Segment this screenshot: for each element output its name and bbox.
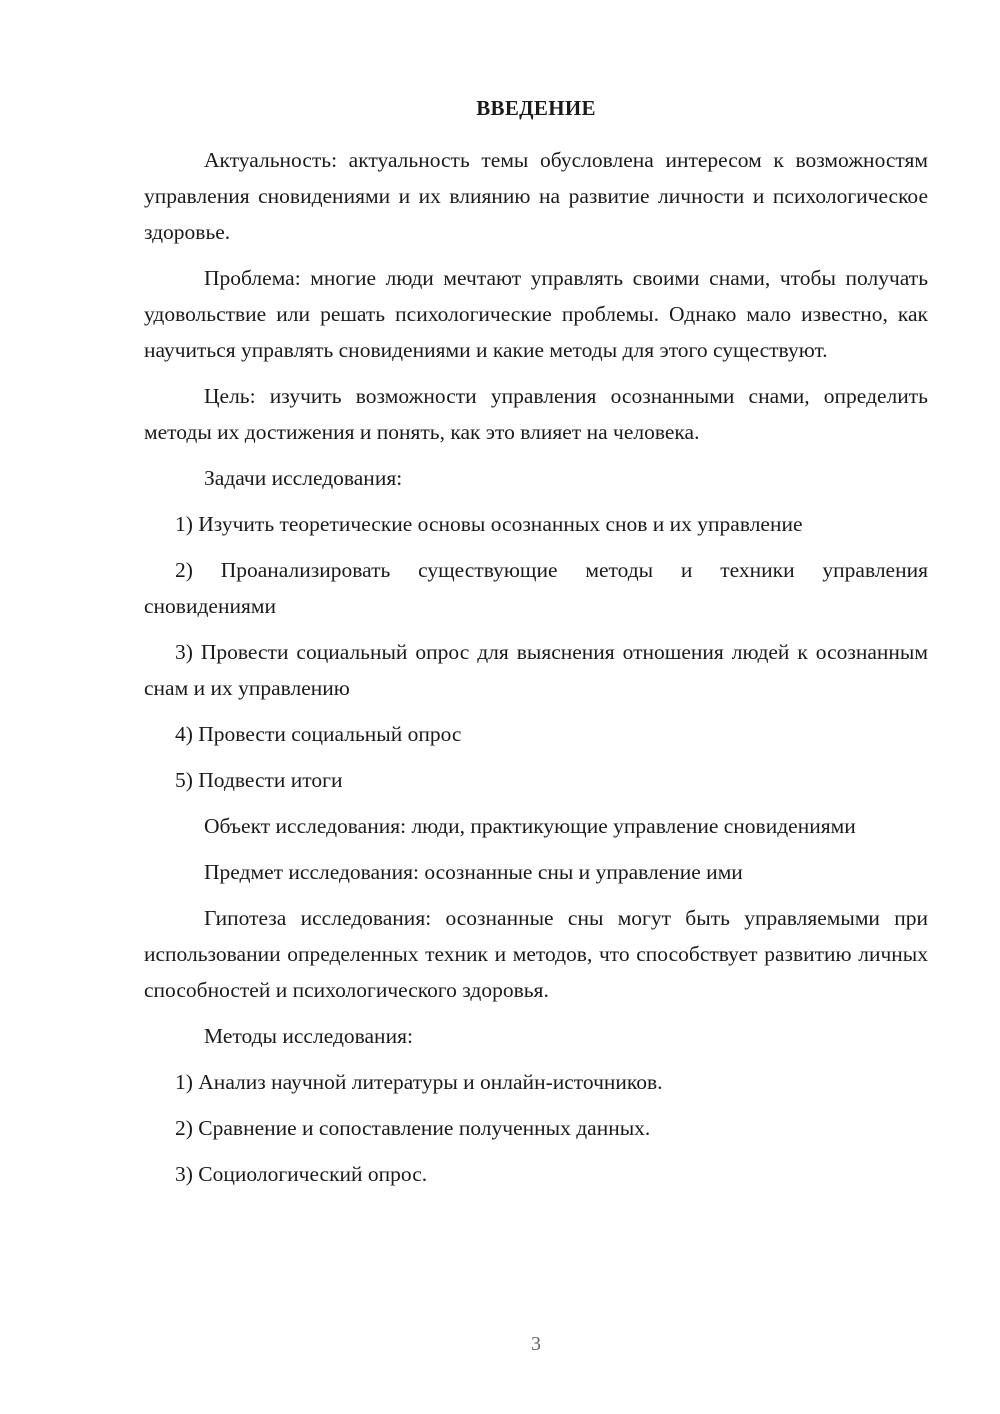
method-item-1: 1) Анализ научной литературы и онлайн-источников.: [175, 1070, 663, 1094]
document-body: [144, 142, 928, 1202]
task-item-4: 4) Провести социальный опрос: [175, 722, 462, 746]
methods-heading: Методы исследования:: [204, 1024, 413, 1048]
goal-paragraph: Цель: изучить возможности управления осознанными снами, определить методы их достижения и понять, как это влияет на человека.: [144, 384, 928, 444]
task-item-3: 3) Провести социальный опрос для выяснения отношения людей к осознанным снам и их управлению: [144, 640, 928, 700]
tasks-heading: Задачи исследования:: [204, 466, 403, 490]
page-title: ВВЕДЕНИЕ: [476, 96, 596, 120]
relevance-paragraph: Актуальность: актуальность темы обусловлена интересом к возможностям управления сновидениями и их влиянию на развитие личности и психологическое здоровье.: [144, 148, 928, 244]
page-number: 3: [531, 1333, 541, 1355]
method-item-2: 2) Сравнение и сопоставление полученных данных.: [175, 1116, 651, 1140]
method-item-3: 3) Социологический опрос.: [175, 1162, 428, 1186]
object-paragraph: Объект исследования: люди, практикующие управление сновидениями: [204, 814, 856, 838]
hypothesis-paragraph: Гипотеза исследования: осознанные сны могут быть управляемыми при использовании определенных техник и методов, что способствует развитию личных способностей и психологического здоровья.: [144, 906, 928, 1002]
subject-paragraph: Предмет исследования: осознанные сны и управление ими: [204, 860, 743, 884]
problem-paragraph: Проблема: многие люди мечтают управлять своими снами, чтобы получать удовольствие или решать психологические проблемы. Однако мало известно, как научиться управлять сновидениями и какие методы для этого существуют.: [144, 266, 928, 362]
task-item-2: 2) Проанализировать существующие методы и техники управления сновидениями: [144, 558, 928, 618]
task-item-1: 1) Изучить теоретические основы осознанных снов и их управление: [175, 512, 803, 536]
task-item-5: 5) Подвести итоги: [175, 768, 343, 792]
